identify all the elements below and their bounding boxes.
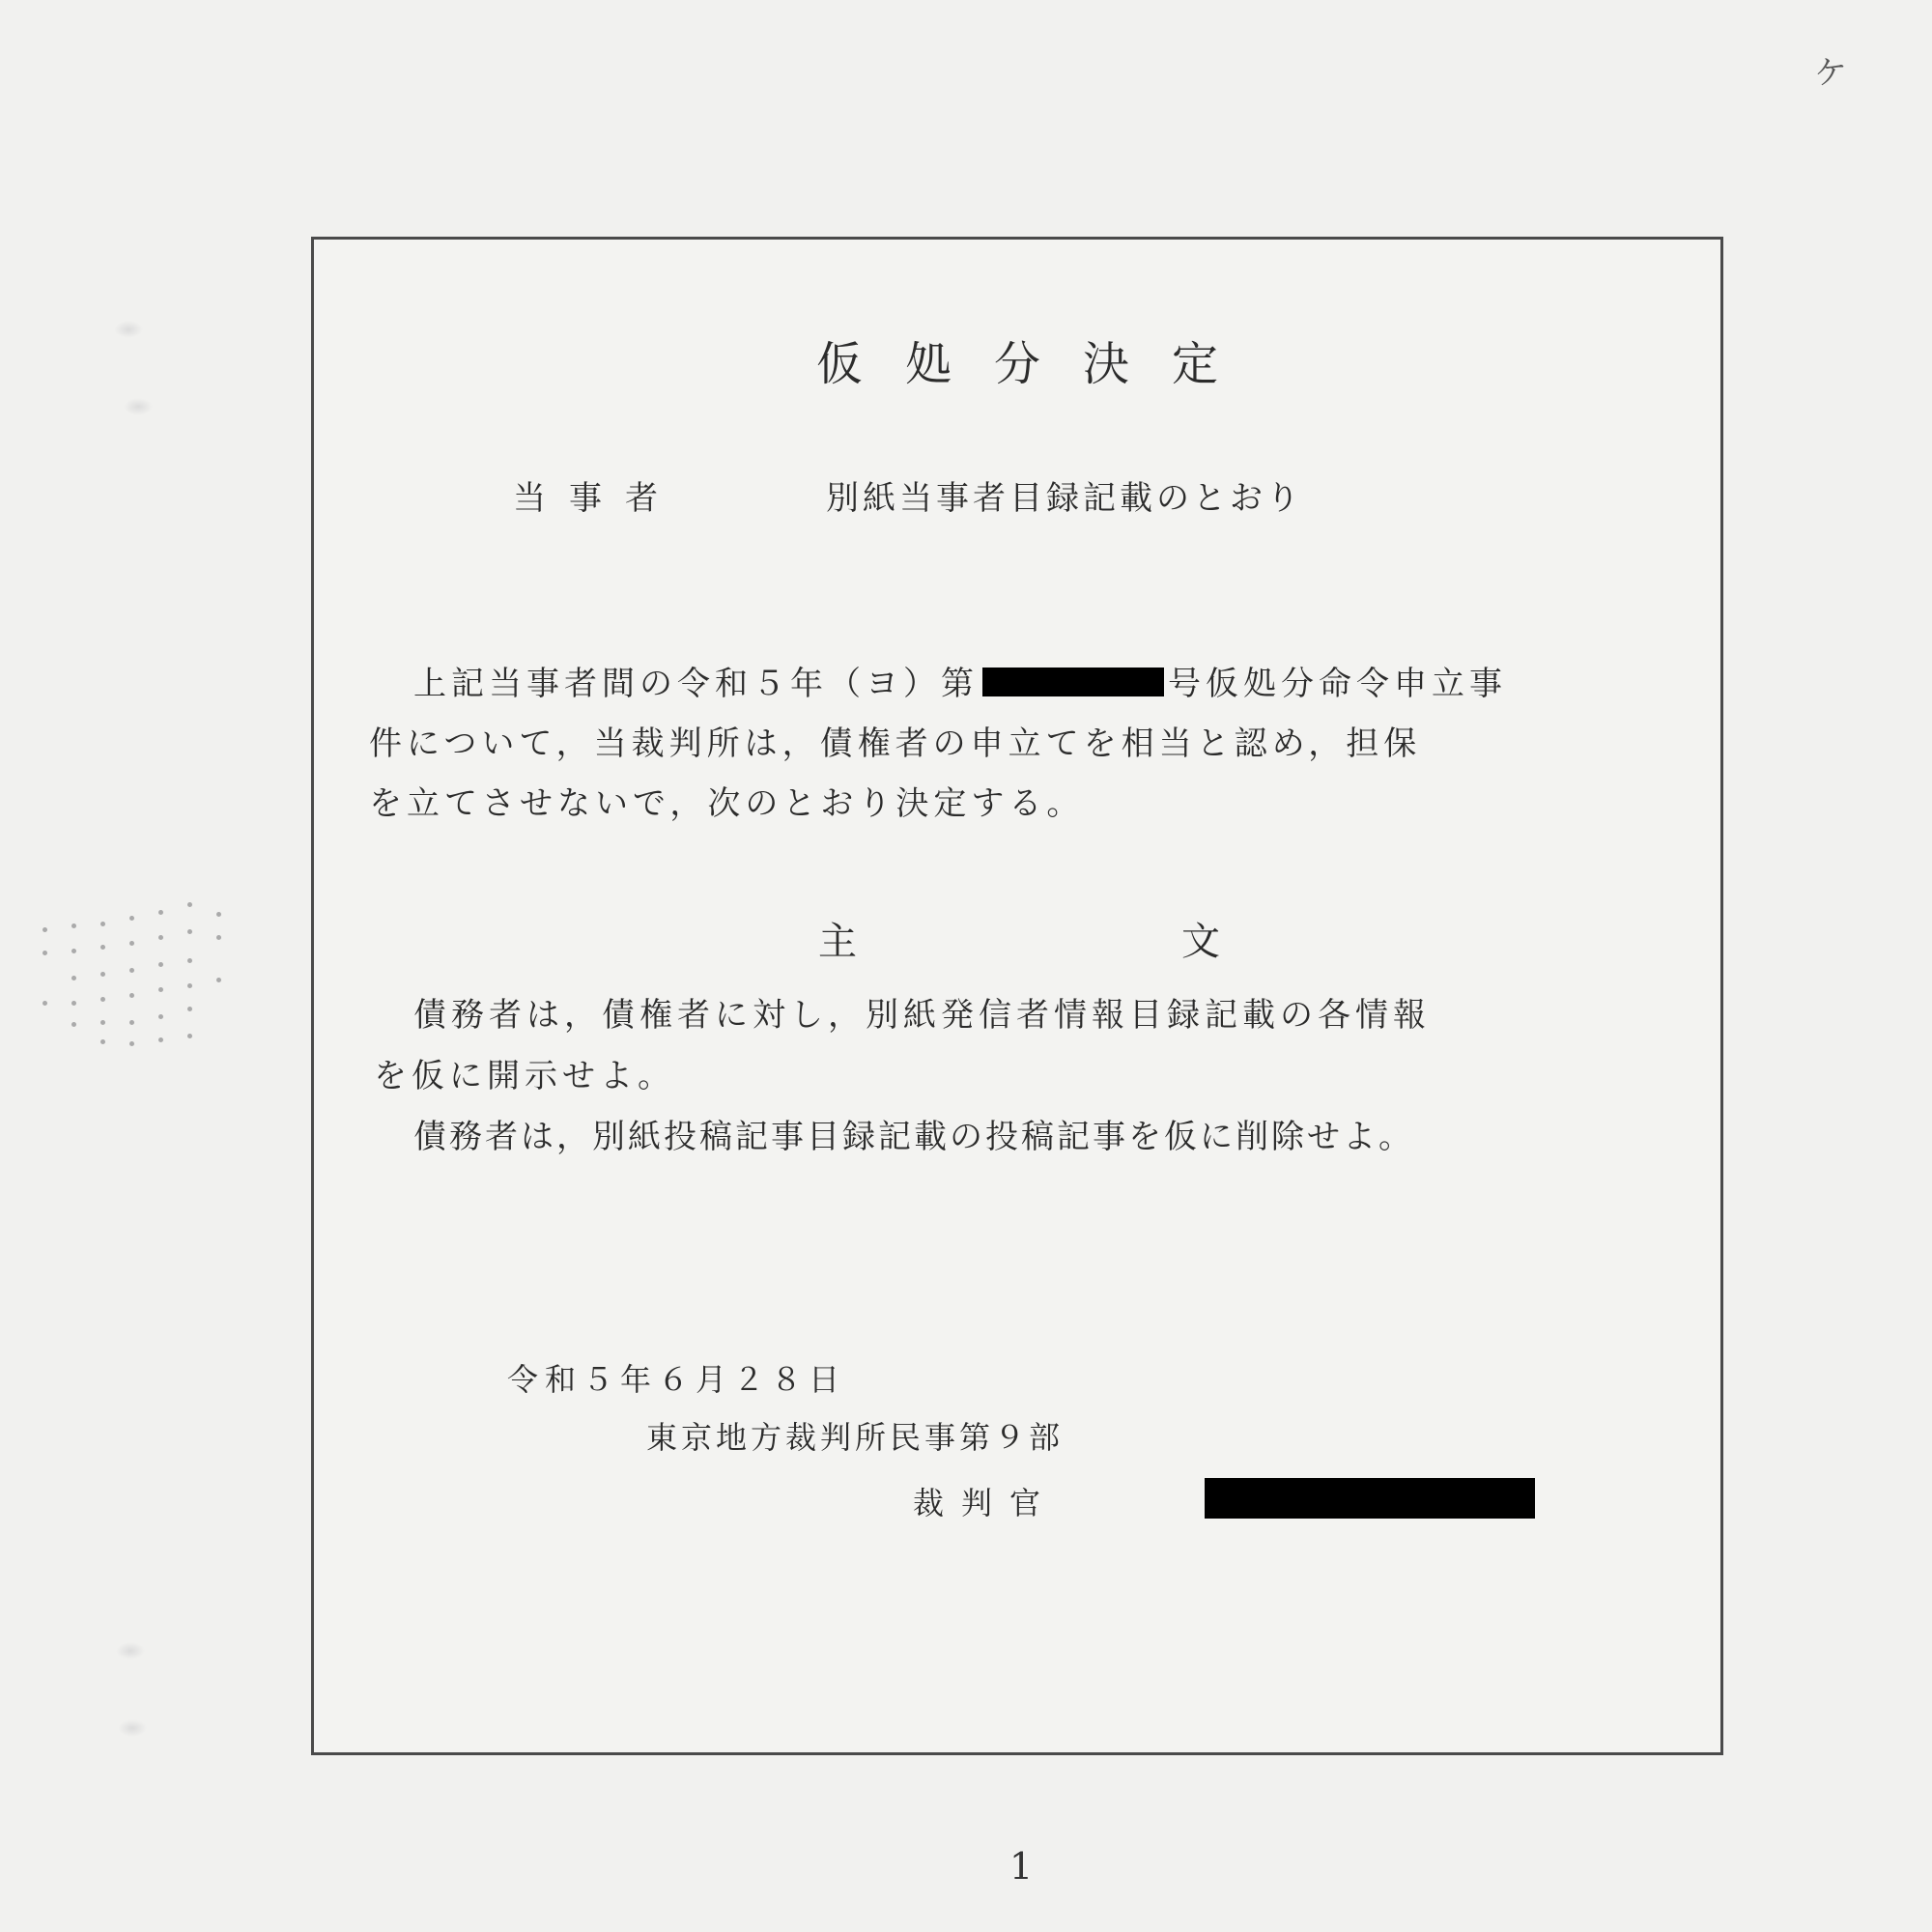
- main-text-line-3: 債務者は，別紙投稿記事目録記載の投稿記事を仮に削除せよ。: [413, 1118, 1414, 1156]
- punch-hole: [116, 1642, 145, 1660]
- body-line-1: [413, 657, 1507, 704]
- redaction-judge-name: [1205, 1478, 1535, 1519]
- corner-handwritten-mark: ケ: [1814, 54, 1847, 93]
- body-line-3: を立てさせないで，次のとおり決定する。: [369, 784, 1085, 823]
- decision-date: 令和５年６月２８日: [507, 1361, 847, 1398]
- court-name: 東京地方裁判所民事第９部: [646, 1419, 1065, 1456]
- punch-hole: [114, 321, 143, 338]
- body-line-2: 件について，当裁判所は，債権者の申立てを相当と認め，担保: [369, 724, 1422, 763]
- parties-label: 当事者: [513, 479, 681, 518]
- judge-label: 裁判官: [913, 1485, 1059, 1521]
- document-title: 仮処分決定: [815, 337, 1261, 391]
- parties-value: 別紙当事者目録記載のとおり: [826, 479, 1303, 518]
- redaction-case-number: [982, 668, 1164, 696]
- main-text-line-1: 債務者は，債権者に対し，別紙発信者情報目録記載の各情報: [413, 996, 1431, 1035]
- main-text-heading-2: 文: [1181, 920, 1220, 964]
- body-line-1-post: 号仮処分命令申立事: [1168, 665, 1507, 703]
- main-text-heading-1: 主: [818, 920, 857, 964]
- page-number: 1: [1009, 1845, 1034, 1888]
- main-text-line-2: を仮に開示せよ。: [374, 1057, 675, 1095]
- punch-hole: [124, 398, 153, 415]
- document-frame: [311, 237, 1723, 1755]
- body-line-1-pre: 上記当事者間の令和５年（ヨ）第: [413, 665, 979, 703]
- dot-pattern: [37, 900, 230, 1045]
- punch-hole: [118, 1719, 147, 1737]
